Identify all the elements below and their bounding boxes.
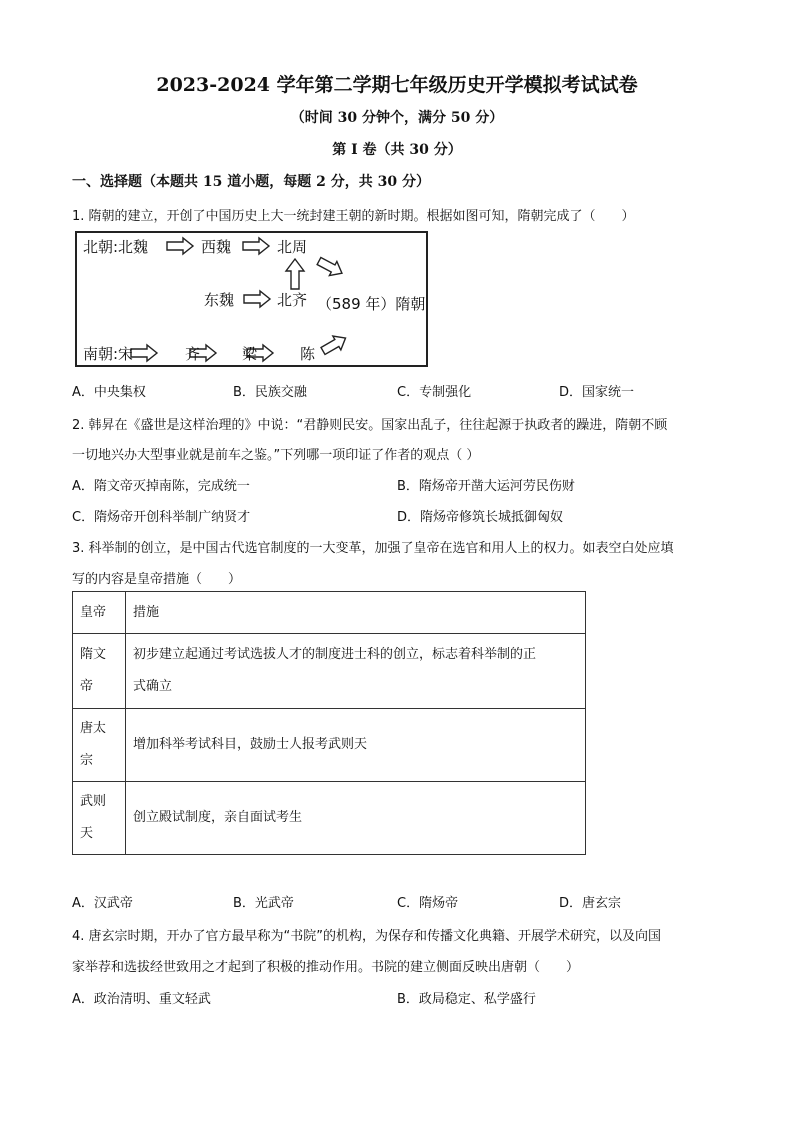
q4-option-b[interactable]: B．政局稳定、私学盛行 <box>397 992 536 1007</box>
label-north-beiwei: 北朝:北魏 <box>83 238 149 256</box>
label-qi: 齐 <box>185 345 201 363</box>
label-sui: （589 年）隋朝 <box>317 295 426 313</box>
emperor-name-line1: 武则 <box>80 794 107 809</box>
q2-option-c[interactable]: C．隋炀帝开创科举制广纳贤才 <box>72 510 251 525</box>
q2-stem-line1: 2. 韩昇在《盛世是这样治理的》中说：“君静则民安。国家出乱子，往往起源于执政者的躁进，隋朝不顾 <box>72 418 668 433</box>
emperor-name-line2: 天 <box>80 826 94 841</box>
emperor-cell <box>73 782 126 855</box>
q1-stem: 1. 隋朝的建立，开创了中国历史上大一统封建王朝的新时期。根据如图可知，隋朝完成了（ ） <box>72 209 635 224</box>
q4-stem-line2: 家举荐和选拔经世致用之才起到了积极的推动作用。书院的建立侧面反映出唐朝（ ） <box>72 960 580 975</box>
emperor-measures-table <box>72 591 586 855</box>
label-chen: 陈 <box>300 345 316 363</box>
arrow-beiwei-xiwei <box>167 238 193 254</box>
q1-option-b[interactable]: B．民族交融 <box>233 385 307 400</box>
dynasty-diagram <box>75 231 428 367</box>
q2-stem-line2: 一切地兴办大型事业就是前车之鉴。”下列哪一项印证了作者的观点（ ） <box>72 448 480 463</box>
emperor-name-line1: 隋文 <box>80 647 107 662</box>
table-row <box>73 709 586 782</box>
q3-option-b[interactable]: B．光武帝 <box>233 896 294 911</box>
part-heading: 一、选择题（本题共 15 道小题，每题 2 分，共 30 分） <box>72 174 430 190</box>
table-header-row <box>73 592 586 634</box>
arrow-dongwei-beiqi <box>244 291 270 307</box>
emperor-name-line2: 帝 <box>80 679 94 694</box>
arrow-xiwei-beizhou <box>243 238 269 254</box>
arrow-beiqi-beizhou <box>286 259 304 289</box>
measure-line1: 创立殿试制度，亲自面试考生 <box>133 810 303 825</box>
label-beiqi: 北齐 <box>277 291 308 309</box>
exam-title: 2023-2024 学年第二学期七年级历史开学模拟考试试卷 <box>156 74 638 96</box>
q3-option-c[interactable]: C．隋炀帝 <box>397 896 459 911</box>
arrow-chen-sui <box>319 331 350 358</box>
arrow-song-qi <box>131 345 157 361</box>
table-row <box>73 782 586 855</box>
label-liang: 梁 <box>242 345 258 363</box>
q4-stem-line1: 4. 唐玄宗时期，开办了官方最早称为“书院”的机构，为保存和传播文化典籍、开展学术研究，以及向国 <box>72 929 662 944</box>
measure-line1: 初步建立起通过考试选拔人才的制度进士科的创立，标志着科举制的正 <box>133 647 537 662</box>
label-xiwei: 西魏 <box>201 238 232 256</box>
q1-option-a[interactable]: A．中央集权 <box>72 385 146 400</box>
q4-option-a[interactable]: A．政治清明、重文轻武 <box>72 992 211 1007</box>
label-south-song: 南朝:宋 <box>83 345 134 363</box>
arrow-beizhou-sui <box>315 254 345 280</box>
emperor-cell <box>73 634 126 709</box>
section-title: 第 I 卷（共 30 分） <box>332 142 462 158</box>
q2-option-a[interactable]: A．隋文帝灭掉南陈，完成统一 <box>72 479 250 494</box>
header-measure: 措施 <box>126 592 586 634</box>
measure-line2: 式确立 <box>133 679 173 694</box>
label-dongwei: 东魏 <box>204 291 235 309</box>
q3-stem-line1: 3. 科举制的创立，是中国古代选官制度的一大变革，加强了皇帝在选官和用人上的权力。如表空白处应填 <box>72 541 674 556</box>
q2-option-d[interactable]: D．隋炀帝修筑长城抵御匈奴 <box>397 510 564 525</box>
emperor-name-line1: 唐太 <box>80 721 107 736</box>
q3-option-d[interactable]: D．唐玄宗 <box>559 896 622 911</box>
emperor-name-line2: 宗 <box>80 753 94 768</box>
emperor-cell <box>73 709 126 782</box>
q2-option-b[interactable]: B．隋炀帝开凿大运河劳民伤财 <box>397 479 575 494</box>
measure-cell <box>126 782 586 855</box>
measure-line1: 增加科举考试科目，鼓励士人报考武则天 <box>133 737 368 752</box>
header-emperor: 皇帝 <box>73 592 126 634</box>
measure-cell <box>126 634 586 709</box>
label-beizhou: 北周 <box>277 238 308 256</box>
table-row <box>73 634 586 709</box>
exam-subtitle: （时间 30 分钟个，满分 50 分） <box>290 110 504 126</box>
q3-stem-line2: 写的内容是皇帝措施（ ） <box>72 572 242 587</box>
q3-option-a[interactable]: A．汉武帝 <box>72 896 133 911</box>
measure-cell <box>126 709 586 782</box>
q1-option-d[interactable]: D．国家统一 <box>559 385 635 400</box>
q1-option-c[interactable]: C．专制强化 <box>397 385 472 400</box>
